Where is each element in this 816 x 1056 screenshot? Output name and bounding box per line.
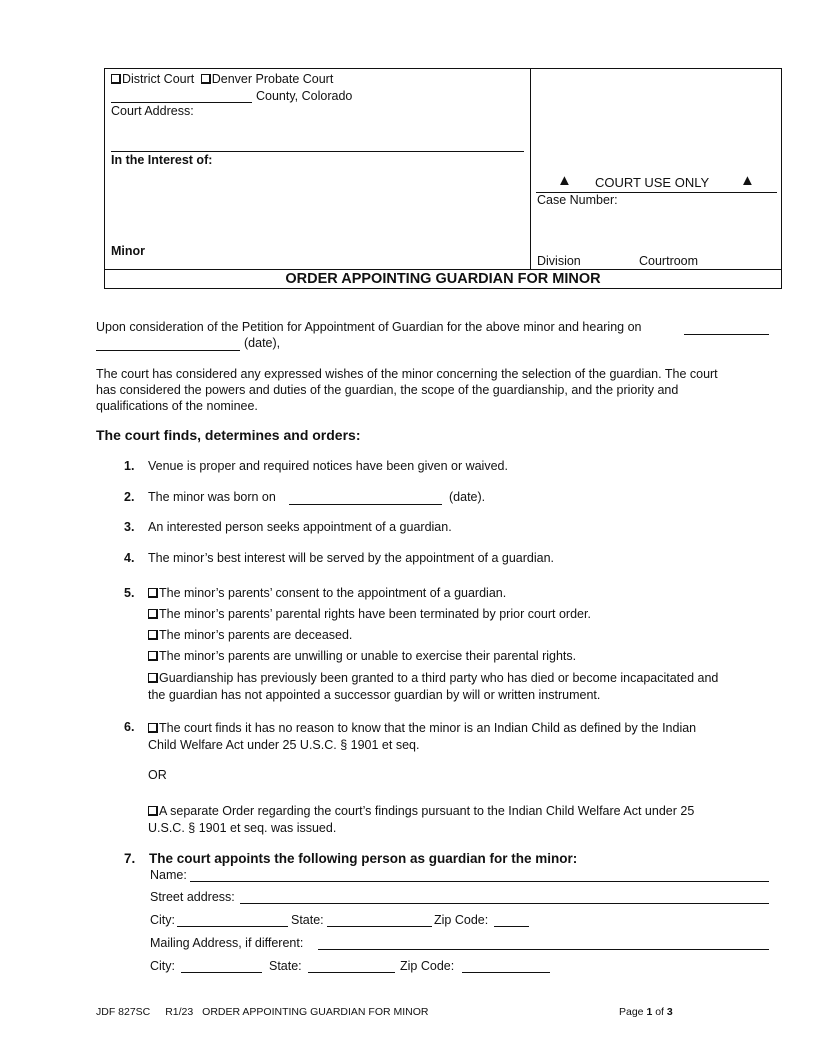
considered-line-2: has considered the powers and duties of the guardian, the scope of the guardianship, and the priority and <box>96 383 679 397</box>
item-6-option-1-line-1: The court finds it has no reason to know that the minor is an Indian Child as defined by the Indian <box>159 721 697 735</box>
birth-date-line[interactable] <box>289 504 442 505</box>
prior-guardian-checkbox[interactable] <box>148 673 158 683</box>
item-6-option-1-line-2: Child Welfare Act under 25 U.S.C. § 1901 et seq. <box>148 738 420 752</box>
mailing-address-line[interactable] <box>318 949 769 950</box>
court-use-only-label: COURT USE ONLY <box>595 175 710 190</box>
item-2-number: 2. <box>124 490 135 504</box>
footer-of-word: of <box>655 1006 664 1018</box>
item-6-option-2 <box>148 803 694 836</box>
zip-2-line[interactable] <box>462 972 550 973</box>
court-address-label: Court Address: <box>111 104 194 118</box>
item-6-option-1 <box>148 720 696 753</box>
state-line[interactable] <box>327 926 432 927</box>
item-6-number: 6. <box>124 720 135 734</box>
state-label: State: <box>291 913 324 927</box>
item-1-number: 1. <box>124 459 135 473</box>
mailing-address-label: Mailing Address, if different: <box>150 936 304 950</box>
guardian-name-line[interactable] <box>190 881 769 882</box>
city-label: City: <box>150 913 175 927</box>
item-5-number: 5. <box>124 586 135 600</box>
item-7-heading: The court appoints the following person as guardian for the minor: <box>149 851 578 866</box>
county-label: County, Colorado <box>256 89 353 103</box>
rights-terminated-checkbox[interactable] <box>148 609 158 619</box>
item-5-option-2-text: The minor’s parents’ parental rights have been terminated by prior court order. <box>159 607 591 621</box>
item-5-option-5-line-2: the guardian has not appointed a successor guardian by will or written instrument. <box>148 688 601 702</box>
considered-line-3: qualifications of the nominee. <box>96 399 258 413</box>
considered-line-1: The court has considered any expressed wishes of the minor concerning the selection of the guardian. The court <box>96 367 718 381</box>
intro-date-suffix: (date), <box>244 336 281 350</box>
parents-consent-checkbox[interactable] <box>148 588 158 598</box>
triangle-left-icon: ▲ <box>557 172 572 189</box>
minor-label: Minor <box>111 244 146 258</box>
footer-page <box>619 1006 673 1018</box>
courtroom-label: Courtroom <box>639 254 699 268</box>
footer-form-id: JDF 827SC <box>96 1006 151 1018</box>
case-number-label: Case Number: <box>537 193 618 207</box>
court-options <box>111 72 333 86</box>
parents-unwilling-checkbox[interactable] <box>148 651 158 661</box>
form-title: ORDER APPOINTING GUARDIAN FOR MINOR <box>285 271 601 287</box>
item-4-number: 4. <box>124 551 135 565</box>
denver-probate-court-label: Denver Probate Court <box>211 72 334 86</box>
footer-left <box>96 1006 429 1018</box>
item-6-option-2-line-1: A separate Order regarding the court’s findings pursuant to the Indian Child Welfare Act under 25 <box>159 804 695 818</box>
district-court-checkbox[interactable] <box>111 74 121 84</box>
street-address-line[interactable] <box>240 903 769 904</box>
parents-deceased-checkbox[interactable] <box>148 630 158 640</box>
item-2-text: The minor was born on <box>148 490 276 504</box>
considered-paragraph <box>96 366 718 414</box>
hearing-date-line-1[interactable] <box>684 334 769 335</box>
caption-divider <box>530 68 531 270</box>
footer-page-number: 1 <box>646 1006 653 1018</box>
item-2-date-suffix: (date). <box>449 490 486 504</box>
hearing-date-line-2[interactable] <box>96 350 240 351</box>
item-1-text: Venue is proper and required notices have been given or waived. <box>148 459 508 473</box>
triangle-right-icon: ▲ <box>740 172 755 189</box>
item-5-option-2 <box>148 607 591 621</box>
no-reason-to-know-checkbox[interactable] <box>148 723 158 733</box>
item-4-text: The minor’s best interest will be served by the appointment of a guardian. <box>148 551 555 565</box>
item-5-option-3-text: The minor’s parents are deceased. <box>159 628 353 642</box>
item-5-option-1-text: The minor’s parents’ consent to the appointment of a guardian. <box>159 586 507 600</box>
item-5-option-4-text: The minor’s parents are unwilling or unable to exercise their parental rights. <box>159 649 577 663</box>
footer-revision: R1/23 <box>165 1006 194 1018</box>
footer-page-word: Page <box>619 1006 644 1018</box>
city-line[interactable] <box>177 926 288 927</box>
item-5-option-1 <box>148 586 506 600</box>
item-5-option-3 <box>148 628 352 642</box>
district-court-label: District Court <box>122 72 195 86</box>
guardian-name-label: Name: <box>150 868 187 882</box>
item-5-option-4 <box>148 649 576 663</box>
city-2-label: City: <box>150 959 175 973</box>
item-6-or: OR <box>148 768 167 782</box>
court-address-line[interactable] <box>111 151 524 152</box>
street-address-label: Street address: <box>150 890 235 904</box>
denver-probate-court-checkbox[interactable] <box>201 74 211 84</box>
county-blank-line[interactable] <box>111 102 252 103</box>
footer-page-total: 3 <box>666 1006 673 1018</box>
zip-label: Zip Code: <box>434 913 489 927</box>
state-2-label: State: <box>269 959 302 973</box>
item-5-option-5 <box>148 670 718 703</box>
zip-2-label: Zip Code: <box>400 959 455 973</box>
item-6-option-2-line-2: U.S.C. § 1901 et seq. was issued. <box>148 821 337 835</box>
item-7-number: 7. <box>124 851 136 866</box>
state-2-line[interactable] <box>308 972 395 973</box>
city-2-line[interactable] <box>181 972 262 973</box>
division-label: Division <box>537 254 581 268</box>
intro-text: Upon consideration of the Petition for Appointment of Guardian for the above minor and hearing on <box>96 320 642 334</box>
item-5-option-5-line-1: Guardianship has previously been granted to a third party who has died or become incapacitated and <box>159 671 719 685</box>
item-3-text: An interested person seeks appointment of a guardian. <box>148 520 452 534</box>
separate-order-checkbox[interactable] <box>148 806 158 816</box>
findings-heading: The court finds, determines and orders: <box>96 427 361 443</box>
zip-line[interactable] <box>494 926 529 927</box>
item-3-number: 3. <box>124 520 135 534</box>
footer-title: ORDER APPOINTING GUARDIAN FOR MINOR <box>202 1006 429 1018</box>
in-interest-label: In the Interest of: <box>111 153 213 167</box>
